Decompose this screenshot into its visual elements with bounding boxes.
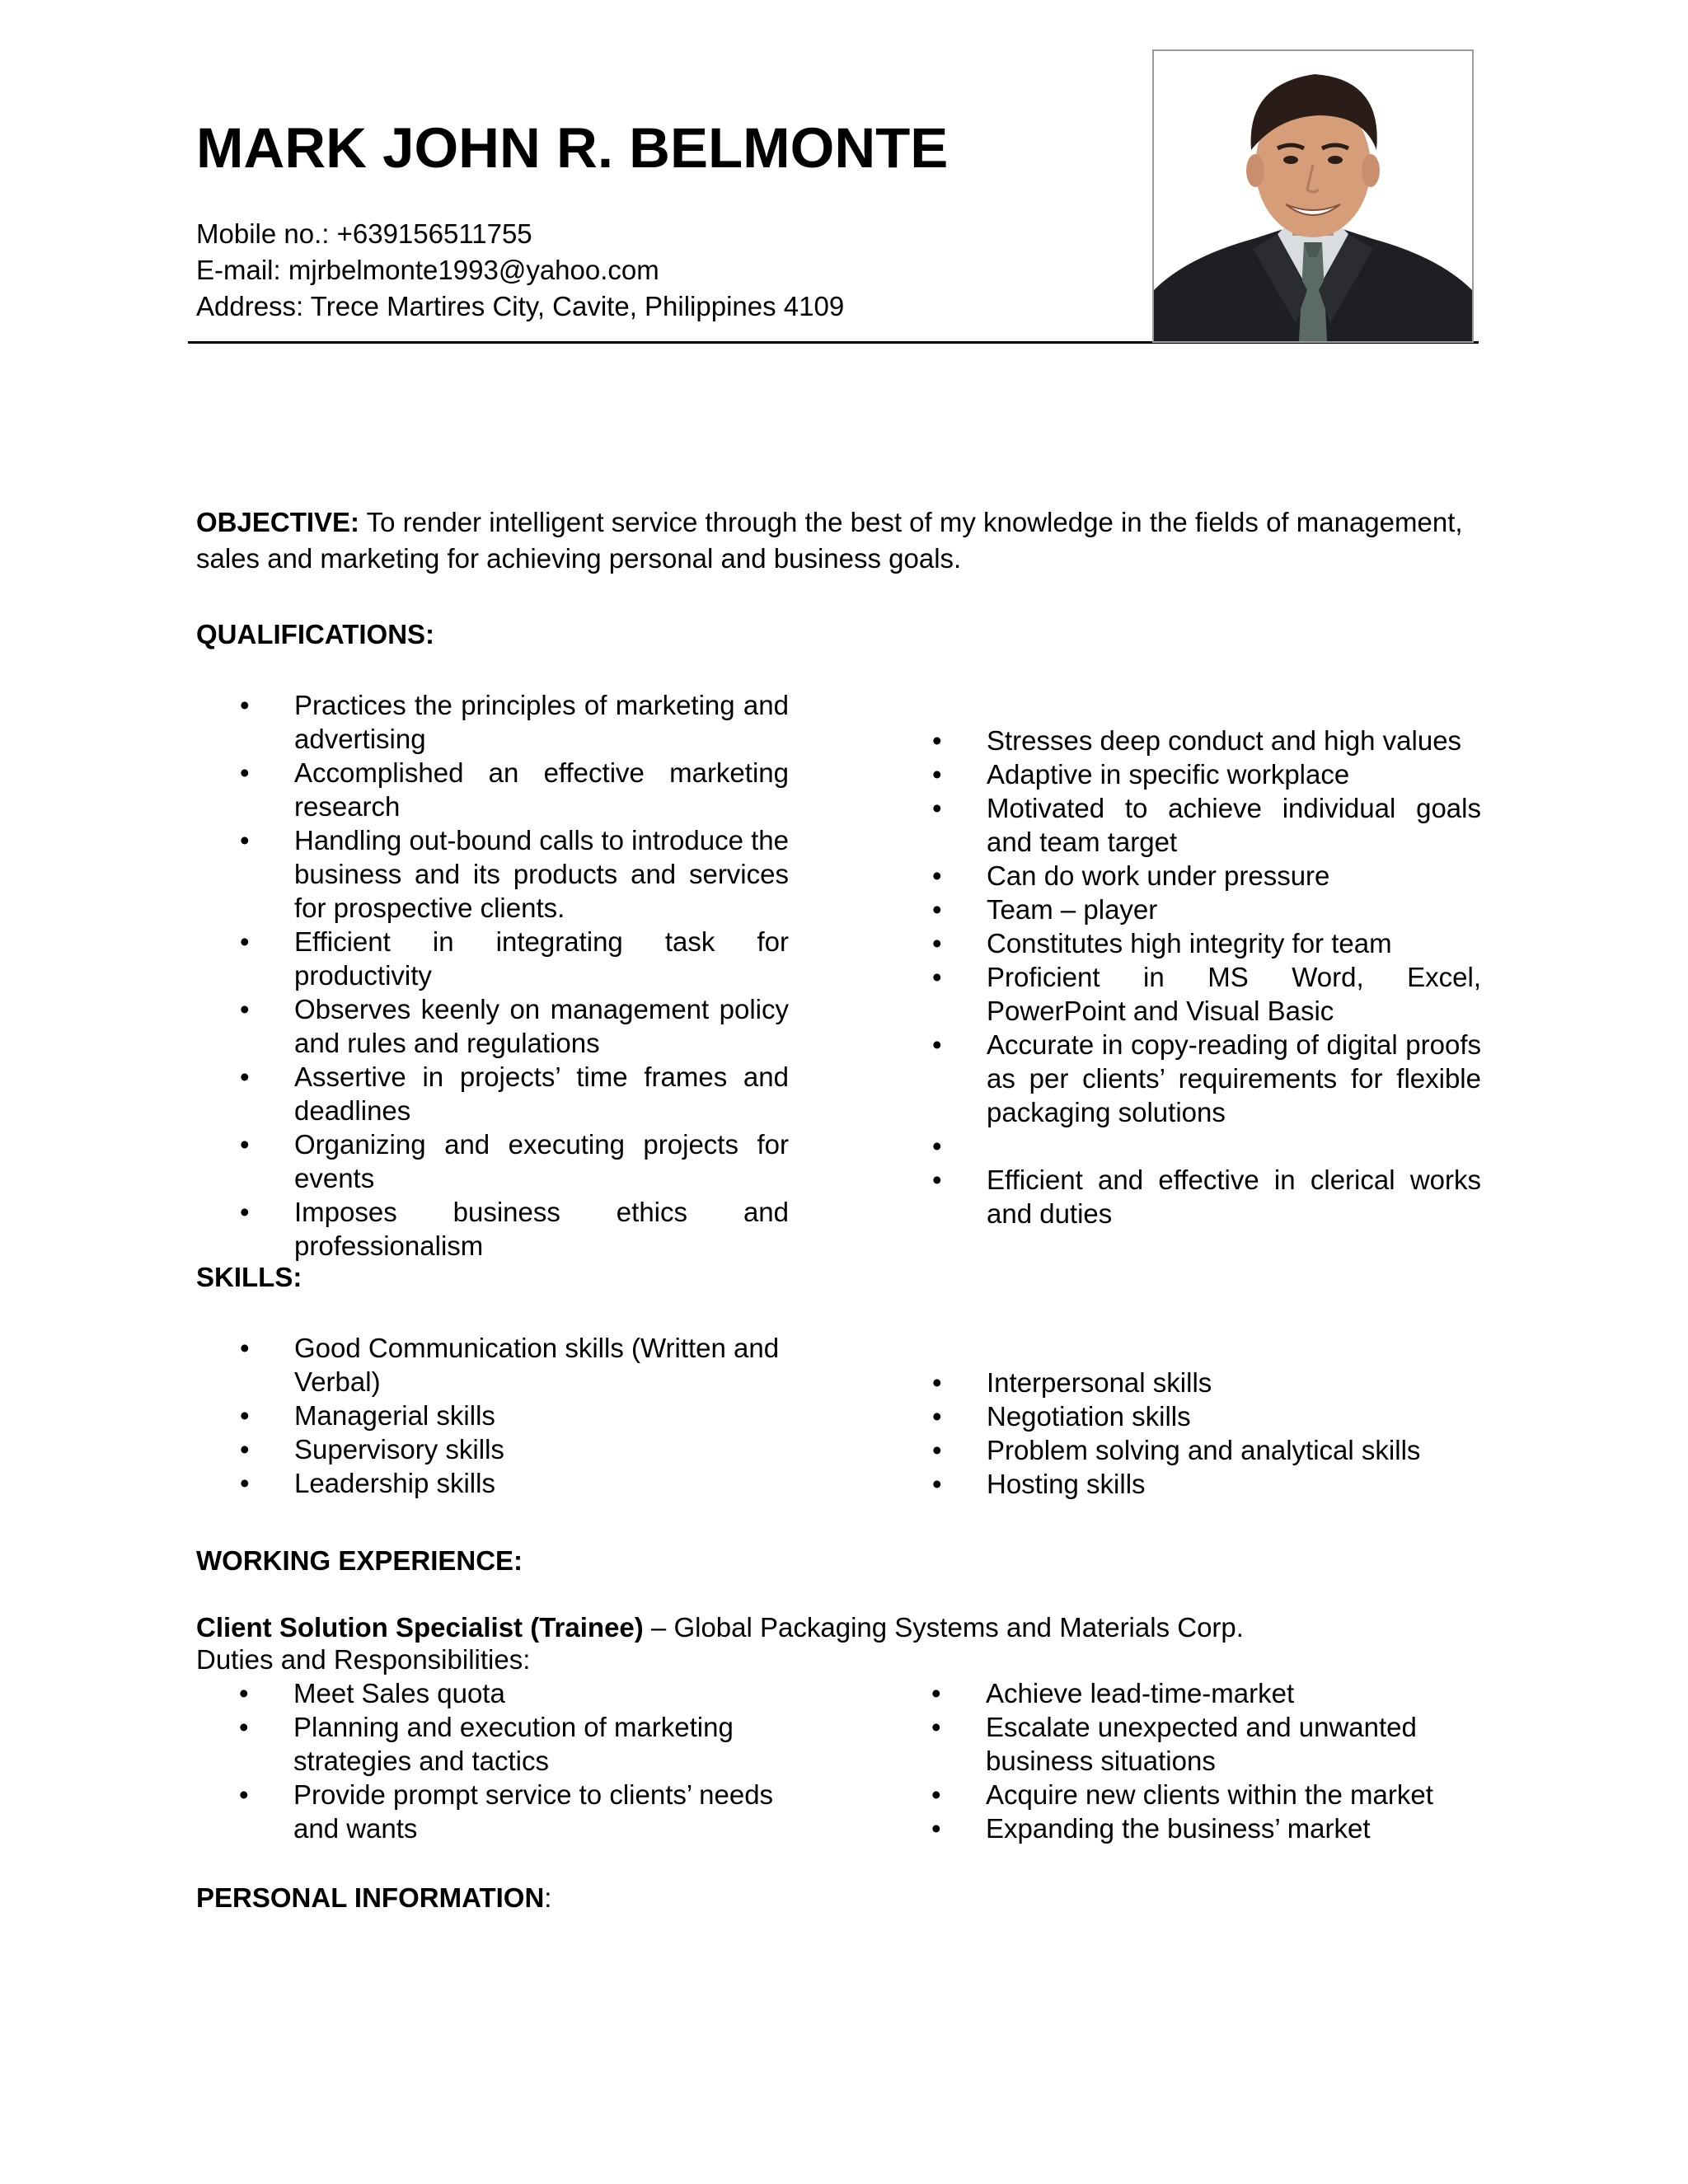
job-company: – Global Packaging Systems and Materials Corp. [643, 1612, 1244, 1643]
list-item: • Practices the principles of marketing and advertising [294, 688, 789, 756]
list-item: • Negotiation skills [987, 1399, 1481, 1433]
skills-heading: SKILLS: [196, 1262, 302, 1292]
list-item: • Planning and execution of marketing strategies and tactics [293, 1710, 804, 1778]
objective-section [196, 504, 1479, 577]
duties-label: Duties and Responsibilities: [196, 1644, 531, 1675]
experience-heading: WORKING EXPERIENCE: [196, 1545, 523, 1576]
objective-label: OBJECTIVE: [196, 507, 360, 537]
skills-left-list [294, 1331, 789, 1500]
list-item: • Expanding the business’ market [986, 1811, 1480, 1845]
list-item: • Proficient in MS Word, Excel, PowerPoint and Visual Basic [987, 960, 1481, 1028]
personal-info-colon: : [544, 1882, 552, 1913]
list-item: • Problem solving and analytical skills [987, 1433, 1481, 1467]
list-item: • Can do work under pressure [987, 859, 1481, 893]
list-item: • Adaptive in specific workplace [987, 757, 1481, 791]
list-item: • Motivated to achieve individual goals and team target [987, 791, 1481, 859]
list-item: • Meet Sales quota [293, 1676, 804, 1710]
list-item: • Achieve lead-time-market [986, 1676, 1480, 1710]
list-item: • Good Communication skills (Written and Verbal) [294, 1331, 789, 1399]
skills-right-list [987, 1366, 1481, 1501]
applicant-name: MARK JOHN R. BELMONTE [196, 116, 949, 180]
list-item: • Handling out-bound calls to introduce the business and its products and services for prospective clients. [294, 823, 789, 925]
list-item: • Observes keenly on management policy and rules and regulations [294, 992, 789, 1060]
personal-info-heading-line [196, 1880, 1479, 1916]
list-item [987, 1129, 1481, 1163]
list-item: • Leadership skills [294, 1466, 789, 1500]
profile-photo-image [1154, 51, 1472, 341]
list-item: • Acquire new clients within the market [986, 1778, 1480, 1811]
list-item: • Provide prompt service to clients’ needs and wants [293, 1778, 804, 1845]
list-item: • Accomplished an effective marketing research [294, 756, 789, 823]
duties-right-list [986, 1676, 1480, 1845]
list-item: • Escalate unexpected and unwanted business situations [986, 1710, 1480, 1778]
list-item: • Supervisory skills [294, 1432, 789, 1466]
list-item: • Managerial skills [294, 1399, 789, 1432]
mobile-number: Mobile no.: +639156511755 [196, 218, 532, 249]
list-item: • Accurate in copy-reading of digital proofs as per clients’ requirements for flexible packaging solutions [987, 1028, 1481, 1129]
objective-text: To render intelligent service through the best of my knowledge in the fields of management, sales and marketing for achieving personal and business goals. [196, 507, 1463, 574]
qualifications-heading: QUALIFICATIONS: [196, 619, 435, 649]
list-item: • Interpersonal skills [987, 1366, 1481, 1399]
list-item: • Efficient in integrating task for productivity [294, 925, 789, 992]
list-item: • Organizing and executing projects for events [294, 1127, 789, 1195]
list-item: • Imposes business ethics and professionalism [294, 1195, 789, 1263]
duties-left-list [293, 1676, 804, 1845]
qualifications-left-list [294, 688, 789, 1263]
profile-photo [1152, 49, 1474, 343]
job-title-line [196, 1610, 1479, 1646]
job-title: Client Solution Specialist (Trainee) [196, 1612, 644, 1643]
list-item: • Constitutes high integrity for team [987, 926, 1481, 960]
list-item: • Hosting skills [987, 1467, 1481, 1501]
email-address: E-mail: mjrbelmonte1993@yahoo.com [196, 255, 659, 285]
personal-info-heading: PERSONAL INFORMATION [196, 1882, 545, 1913]
list-item: • Assertive in projects’ time frames and deadlines [294, 1060, 789, 1127]
list-item: • Efficient and effective in clerical works and duties [987, 1163, 1481, 1230]
home-address: Address: Trece Martires City, Cavite, Philippines 4109 [196, 291, 845, 321]
list-item: • Stresses deep conduct and high values [987, 724, 1481, 757]
list-item: • Team – player [987, 893, 1481, 926]
qualifications-right-list [987, 724, 1481, 1230]
